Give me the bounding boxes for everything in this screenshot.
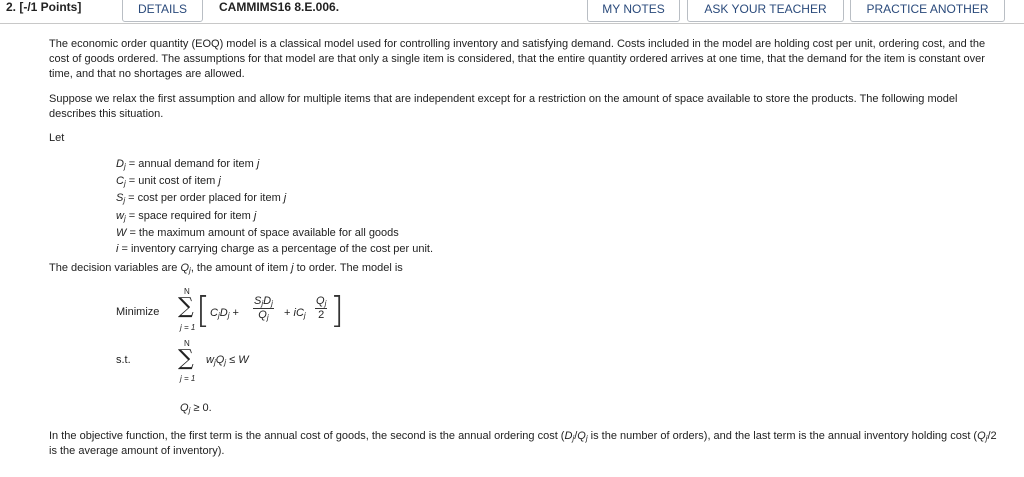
definition-row: $w_j$ = space required for item j	[116, 209, 257, 223]
question-number: 2. [-/1 Points]	[6, 0, 82, 14]
ask-your-teacher-button[interactable]: ASK YOUR TEACHER	[687, 0, 844, 22]
left-bracket: [	[196, 290, 211, 331]
summation-symbol: ∑	[178, 294, 194, 319]
objective-third-term: + $iC_j$	[284, 307, 306, 320]
definition-row: i = inventory carrying charge as a percentage of the cost per unit.	[116, 243, 434, 256]
objective-explanation-paragraph: In the objective function, the first term is the annual cost of goods, the second is the annual ordering cost ($D_j/Q_j$ is the number of orders), and the last term is the annual inventory holding cost ($Q_j/2$ is the average amount of inventory).	[49, 430, 997, 457]
definition-row: $C_j$ = unit cost of item j	[116, 175, 221, 189]
objective-first-term: $C_jD_j$ +	[210, 307, 239, 320]
constraint-summation-symbol: ∑	[178, 346, 194, 371]
sum-upper-limit: N	[184, 287, 190, 296]
nonnegativity-constraint: $Q_j \ge 0$.	[180, 402, 212, 415]
holding-cost-fraction: $\frac{Q_j}{2}$	[316, 295, 327, 321]
subject-to-label: s.t.	[116, 354, 131, 366]
details-button[interactable]: DETAILS	[122, 0, 203, 22]
definition-row: W = the maximum amount of space available for all goods	[116, 226, 399, 239]
intro-paragraph: The economic order quantity (EOQ) model is a classical model used for controlling inventory and satisfying demand. Costs included in the model are holding cost per unit, ordering cost, and the cost of goods ordered. The assumptions for that model are that only a single item is considered, that the entire quantity ordered arrives at one time, that the demand for the item is constant over time, and that no shortages are allowed.	[49, 38, 986, 80]
variable-definitions	[116, 156, 433, 257]
constraint-sum-upper-limit: N	[184, 339, 190, 348]
problem-code: CAMMIMS16 8.E.006.	[219, 0, 340, 14]
ordering-cost-fraction: $S_jD_j$ $Q_j$	[254, 295, 273, 322]
definition-row: $D_j$ = annual demand for item j	[116, 158, 260, 171]
let-label: Let	[49, 132, 65, 144]
relaxation-paragraph: Suppose we relax the first assumption and allow for multiple items that are independent except for a restriction on the amount of space available to store the products. The following model describes this situation.	[49, 93, 958, 120]
my-notes-button[interactable]: MY NOTES	[587, 0, 680, 22]
sum-lower-limit: j = 1	[180, 323, 196, 332]
question-header	[0, 0, 1024, 24]
space-constraint: $w_jQ_j \le W$	[206, 354, 249, 367]
constraint-sum-lower-limit: j = 1	[180, 374, 196, 383]
right-bracket: ]	[330, 290, 345, 331]
decision-variables-text: The decision variables are $Q_j$, the amount of item j to order. The model is	[49, 262, 403, 275]
practice-another-button[interactable]: PRACTICE ANOTHER	[850, 0, 1005, 22]
definition-row: $S_j = \cos t$ per order placed for item j	[116, 192, 287, 206]
minimize-label: Minimize	[116, 306, 160, 318]
